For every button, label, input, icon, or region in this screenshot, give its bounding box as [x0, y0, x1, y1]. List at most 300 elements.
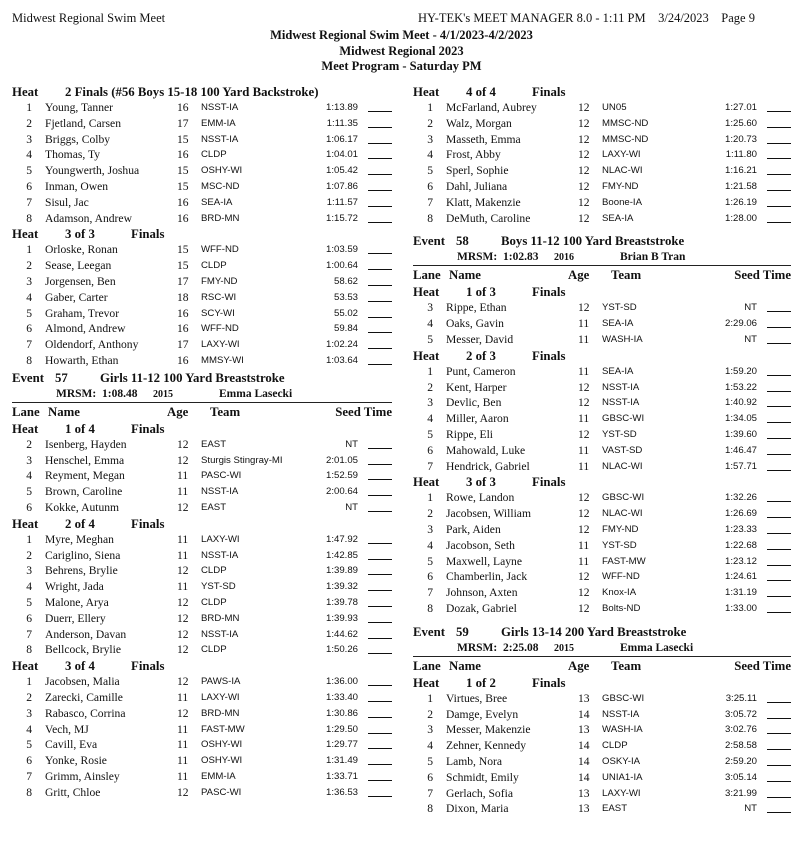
heat-header [12, 658, 392, 674]
lane-number: 1 [427, 364, 433, 378]
team-code: FMY-ND [602, 523, 639, 535]
lane-number: 7 [26, 769, 32, 783]
finals-word: Finals [131, 227, 165, 242]
swimmer-name: Miller, Aaron [446, 412, 509, 426]
entry-row [12, 290, 392, 306]
program-title: Meet Program - Saturday PM [321, 59, 482, 73]
lane-number: 5 [427, 332, 433, 346]
heat-label: 2 of 3 [466, 348, 496, 363]
result-blank[interactable] [368, 448, 392, 449]
entry-row [413, 569, 791, 585]
entry-row [12, 627, 392, 643]
result-blank[interactable] [368, 332, 392, 333]
seed-time: 1:16.21 [724, 165, 757, 177]
swimmer-age: 12 [578, 491, 590, 505]
result-blank[interactable] [767, 111, 791, 112]
heat-word: Heat [413, 85, 440, 99]
swimmer-age: 12 [578, 380, 590, 394]
team-code: NSST-IA [201, 549, 239, 561]
seed-time: 2:01.05 [325, 454, 358, 466]
result-blank[interactable] [368, 606, 392, 607]
result-blank[interactable] [368, 685, 392, 686]
team-code: Boone-IA [602, 196, 643, 208]
result-blank[interactable] [368, 174, 392, 175]
finals-word: Finals [131, 421, 165, 436]
seed-time: 1:05.42 [325, 165, 358, 177]
entry-row [12, 353, 392, 369]
result-blank[interactable] [368, 717, 392, 718]
team-code: OSKY-IA [602, 755, 641, 767]
result-blank[interactable] [767, 470, 791, 471]
result-blank[interactable] [767, 375, 791, 376]
swimmer-age: 14 [578, 754, 590, 768]
lane-number: 3 [26, 453, 32, 467]
swimmer-age: 12 [177, 453, 189, 467]
result-blank[interactable] [368, 733, 392, 734]
result-blank[interactable] [767, 718, 791, 719]
entry-row [12, 100, 392, 116]
swimmer-age: 12 [578, 211, 590, 225]
entry-row [12, 147, 392, 163]
result-blank[interactable] [368, 559, 392, 560]
heat-label: 4 of 4 [466, 85, 496, 99]
team-code: GBSC-WI [602, 413, 645, 425]
lane-number: 7 [26, 338, 32, 352]
result-blank[interactable] [368, 301, 392, 302]
col-lane: Lane [12, 404, 40, 419]
swimmer-name: Brown, Caroline [45, 485, 123, 499]
result-blank[interactable] [767, 812, 791, 813]
swimmer-age: 11 [578, 443, 590, 457]
entry-row [12, 453, 392, 469]
team-code: CLDP [201, 149, 227, 161]
result-blank[interactable] [767, 565, 791, 566]
result-blank[interactable] [368, 158, 392, 159]
swimmer-age: 15 [177, 132, 189, 146]
result-blank[interactable] [368, 653, 392, 654]
lane-number: 7 [427, 786, 433, 800]
entry-row [12, 674, 392, 690]
team-code: EMM-IA [201, 770, 236, 782]
swimmer-age: 18 [177, 290, 189, 304]
swimmer-name: Messer, David [446, 332, 514, 346]
team-code: RSC-WI [201, 291, 237, 303]
heat-label: 2 of 4 [65, 516, 95, 531]
heat-header [12, 84, 392, 100]
lane-number: 3 [26, 274, 32, 288]
heat-word: Heat [12, 85, 39, 99]
team-code: YST-SD [602, 539, 637, 551]
seed-time: 2:59.20 [724, 755, 757, 767]
lane-number: 4 [26, 722, 32, 736]
result-blank[interactable] [767, 327, 791, 328]
entry-row [12, 163, 392, 179]
seed-time: 1:47.92 [325, 533, 358, 545]
entry-row [413, 300, 791, 316]
result-blank[interactable] [767, 343, 791, 344]
meet-title-dates: Midwest Regional Swim Meet - 4/1/2023-4/2/2023 [270, 28, 533, 42]
heat-word: Heat [12, 659, 39, 674]
heat-word: Heat [413, 675, 440, 690]
swimmer-age: 11 [177, 485, 189, 499]
swimmer-age: 16 [177, 195, 189, 209]
team-code: NSST-IA [201, 102, 239, 113]
swimmer-age: 12 [578, 132, 590, 146]
result-blank[interactable] [368, 222, 392, 223]
result-blank[interactable] [767, 406, 791, 407]
team-code: CLDP [201, 644, 227, 656]
swimmer-age: 12 [177, 564, 189, 578]
col-age: Age [568, 268, 590, 283]
swimmer-name: Gritt, Chloe [45, 785, 101, 799]
lane-number: 5 [26, 306, 32, 320]
lane-number: 7 [427, 195, 433, 209]
result-blank[interactable] [767, 190, 791, 191]
record-holder: Brian B Tran [620, 251, 686, 264]
team-code: WASH-IA [602, 333, 643, 345]
team-code: GBSC-WI [602, 692, 645, 704]
swimmer-name: Klatt, Makenzie [446, 195, 521, 209]
event-header [413, 623, 791, 641]
result-blank[interactable] [368, 590, 392, 591]
result-blank[interactable] [368, 511, 392, 512]
seed-time: 1:06.17 [325, 133, 358, 145]
team-code: LAXY-WI [602, 787, 641, 799]
swimmer-age: 13 [578, 691, 590, 705]
team-code: MMSY-WI [201, 354, 244, 366]
seed-time: NT [345, 438, 358, 450]
entry-row [12, 179, 392, 195]
result-blank[interactable] [368, 143, 392, 144]
result-blank[interactable] [767, 781, 791, 782]
heat-header [12, 226, 392, 242]
heat-word: Heat [12, 227, 39, 242]
entry-row [413, 316, 791, 332]
team-code: YST-SD [201, 581, 236, 593]
swimmer-age: 12 [177, 437, 189, 451]
entry-row [12, 132, 392, 148]
seed-time: 3:25.11 [725, 692, 757, 704]
seed-time: 1:52.59 [325, 470, 358, 482]
result-blank[interactable] [368, 253, 392, 254]
seed-time: 2:29.06 [724, 318, 757, 330]
event-header [413, 232, 791, 250]
swimmer-age: 11 [578, 364, 590, 378]
result-blank[interactable] [368, 364, 392, 365]
team-code: FMY-ND [602, 180, 639, 192]
seed-time: 1:36.53 [325, 786, 358, 798]
result-blank[interactable] [767, 517, 791, 518]
entry-row [12, 642, 392, 658]
col-team: Team [611, 658, 642, 673]
result-blank[interactable] [368, 317, 392, 318]
team-code: YST-SD [602, 302, 637, 314]
swimmer-name: Inman, Owen [45, 179, 109, 193]
result-blank[interactable] [368, 764, 392, 765]
lane-number: 6 [427, 443, 433, 457]
left-column [12, 84, 392, 800]
result-blank[interactable] [767, 206, 791, 207]
team-code: GBSC-WI [602, 492, 645, 504]
entry-row [12, 484, 392, 500]
meet-record [413, 250, 791, 266]
entry-row [413, 380, 791, 396]
result-blank[interactable] [767, 438, 791, 439]
entry-row [12, 785, 392, 801]
result-blank[interactable] [767, 454, 791, 455]
result-blank[interactable] [368, 285, 392, 286]
swimmer-age: 11 [177, 722, 189, 736]
team-code: SCY-WI [201, 307, 235, 319]
result-blank[interactable] [368, 190, 392, 191]
result-blank[interactable] [767, 143, 791, 144]
swimmer-age: 11 [177, 738, 189, 752]
seed-time: 1:39.32 [325, 581, 358, 593]
swimmer-name: Oldendorf, Anthony [45, 338, 139, 352]
swimmer-age: 12 [177, 595, 189, 609]
swimmer-name: Maxwell, Layne [446, 554, 522, 568]
lane-number: 5 [427, 427, 433, 441]
lane-number: 4 [26, 580, 32, 594]
swimmer-age: 16 [177, 101, 189, 114]
team-code: WASH-IA [602, 724, 643, 736]
swimmer-name: Mahowald, Luke [446, 443, 526, 457]
result-blank[interactable] [368, 796, 392, 797]
lane-number: 4 [427, 739, 433, 753]
heat-header [12, 421, 392, 437]
result-blank[interactable] [767, 501, 791, 502]
team-code: EAST [201, 501, 227, 513]
result-blank[interactable] [368, 127, 392, 128]
swimmer-name: Jacobsen, Malia [45, 675, 120, 689]
swimmer-name: Sisul, Jac [45, 195, 89, 209]
swimmer-name: Park, Aiden [446, 522, 501, 536]
seed-time: 1:28.00 [724, 212, 757, 224]
swimmer-age: 16 [177, 306, 189, 320]
swimmer-name: DeMuth, Caroline [446, 211, 531, 225]
entry-row [12, 242, 392, 258]
entry-row [413, 601, 791, 617]
lane-number: 1 [427, 101, 433, 114]
seed-time: 1:04.01 [325, 149, 358, 161]
swimmer-age: 12 [578, 101, 590, 114]
swimmer-name: Virtues, Bree [446, 691, 508, 705]
swimmer-age: 16 [177, 353, 189, 367]
result-blank[interactable] [767, 749, 791, 750]
result-blank[interactable] [368, 495, 392, 496]
swimmer-age: 11 [177, 769, 189, 783]
entry-row [12, 532, 392, 548]
seed-time: 3:05.72 [724, 708, 757, 720]
lane-number: 2 [427, 507, 433, 521]
swimmer-age: 12 [177, 675, 189, 689]
result-blank[interactable] [368, 638, 392, 639]
swimmer-name: Zarecki, Camille [45, 690, 123, 704]
swimmer-age: 15 [177, 179, 189, 193]
result-blank[interactable] [767, 158, 791, 159]
lane-number: 5 [26, 164, 32, 178]
team-code: Knox-IA [602, 587, 637, 599]
swimmer-age: 11 [578, 538, 590, 552]
swimmer-age: 12 [578, 427, 590, 441]
seed-time: 1:33.40 [325, 691, 358, 703]
finals-word: Finals [532, 348, 566, 363]
team-code: YST-SD [602, 428, 637, 440]
lane-number: 8 [26, 643, 32, 657]
result-blank[interactable] [767, 127, 791, 128]
team-code: EAST [602, 803, 628, 815]
team-code: LAXY-WI [201, 339, 240, 351]
heat-word: Heat [413, 475, 440, 490]
team-code: BRD-MN [201, 707, 240, 719]
seed-time: 2:58.58 [724, 740, 757, 752]
lane-number: 2 [427, 116, 433, 130]
result-blank[interactable] [767, 596, 791, 597]
page-header [0, 0, 803, 90]
result-blank[interactable] [368, 348, 392, 349]
heat-label: 1 of 2 [466, 675, 496, 690]
entry-row [12, 195, 392, 211]
swimmer-age: 12 [578, 179, 590, 193]
seed-time: 1:39.60 [724, 428, 757, 440]
team-code: NSST-IA [201, 628, 239, 640]
swimmer-age: 12 [177, 785, 189, 799]
seed-time: 1:39.89 [325, 565, 358, 577]
team-code: EMM-IA [201, 117, 236, 129]
result-blank[interactable] [767, 702, 791, 703]
swimmer-age: 17 [177, 116, 189, 130]
lane-number: 2 [427, 707, 433, 721]
swimmer-age: 12 [177, 627, 189, 641]
finals-word: Finals [532, 285, 566, 300]
lane-number: 8 [427, 802, 433, 816]
lane-number: 6 [427, 179, 433, 193]
entry-row [413, 179, 791, 195]
result-blank[interactable] [368, 464, 392, 465]
seed-time: 1:44.62 [325, 628, 358, 640]
lane-number: 6 [26, 322, 32, 336]
swimmer-name: Youngwerth, Joshua [45, 164, 140, 178]
result-blank[interactable] [767, 311, 791, 312]
lane-number: 2 [427, 380, 433, 394]
seed-time: 1:24.61 [724, 571, 757, 583]
result-blank[interactable] [767, 797, 791, 798]
seed-time: 1:50.26 [325, 644, 358, 656]
result-blank[interactable] [767, 733, 791, 734]
lane-number: 4 [26, 290, 32, 304]
entry-row [12, 321, 392, 337]
heat-label: 1 of 3 [466, 285, 496, 300]
result-blank[interactable] [368, 780, 392, 781]
seed-time: 1:00.64 [325, 260, 358, 272]
record-holder: Emma Lasecki [620, 641, 694, 654]
result-blank[interactable] [368, 622, 392, 623]
lane-number: 6 [26, 179, 32, 193]
swimmer-name: Isenberg, Hayden [45, 437, 127, 451]
lane-number: 6 [26, 754, 32, 768]
lane-number: 5 [26, 595, 32, 609]
result-blank[interactable] [767, 533, 791, 534]
column-headers [12, 403, 392, 421]
swimmer-name: Vech, MJ [45, 722, 89, 736]
team-code: OSHY-WI [201, 739, 243, 751]
result-blank[interactable] [368, 269, 392, 270]
heat-header [413, 84, 791, 100]
result-blank[interactable] [368, 479, 392, 480]
swimmer-name: Devlic, Ben [446, 396, 502, 410]
swimmer-name: Jorgensen, Ben [45, 274, 116, 288]
record-time: 2:25.08 [503, 641, 539, 654]
swimmer-name: Damge, Evelyn [446, 707, 519, 721]
swimmer-age: 17 [177, 274, 189, 288]
swimmer-name: Young, Tanner [45, 101, 114, 114]
result-blank[interactable] [767, 612, 791, 613]
seed-time: 3:21.99 [724, 787, 757, 799]
swimmer-name: Kent, Harper [446, 380, 507, 394]
entry-row [413, 691, 791, 707]
result-blank[interactable] [368, 701, 392, 702]
lane-number: 3 [427, 132, 433, 146]
swimmer-age: 14 [578, 739, 590, 753]
swimmer-age: 15 [177, 259, 189, 273]
seed-time: 1:11.80 [725, 149, 757, 161]
result-blank[interactable] [767, 549, 791, 550]
result-blank[interactable] [767, 174, 791, 175]
swimmer-name: Jacobson, Seth [446, 538, 515, 552]
col-name: Name [449, 268, 481, 283]
swimmer-name: Henschel, Emma [45, 453, 125, 467]
entry-row [413, 490, 791, 506]
team-code: BRD-MN [201, 212, 240, 224]
team-code: LAXY-WI [201, 533, 240, 545]
result-blank[interactable] [368, 206, 392, 207]
result-blank[interactable] [767, 580, 791, 581]
event-title: Girls 13-14 200 Yard Breaststroke [501, 624, 687, 639]
lane-number: 3 [427, 723, 433, 737]
seed-time: 1:26.19 [724, 196, 757, 208]
lane-number: 3 [26, 132, 32, 146]
team-code: NLAC-WI [602, 165, 643, 177]
entry-row [12, 548, 392, 564]
result-blank[interactable] [368, 543, 392, 544]
team-code: WFF-ND [201, 244, 239, 256]
seed-time: 3:02.76 [724, 724, 757, 736]
seed-time: 1:40.92 [724, 397, 757, 409]
result-blank[interactable] [767, 391, 791, 392]
swimmer-name: Hendrick, Gabriel [446, 459, 530, 473]
entry-row [12, 611, 392, 627]
result-blank[interactable] [368, 748, 392, 749]
swimmer-name: Myre, Meghan [45, 532, 114, 546]
entry-row [12, 753, 392, 769]
result-blank[interactable] [767, 422, 791, 423]
result-blank[interactable] [767, 765, 791, 766]
record-time: 1:08.48 [102, 387, 138, 400]
entry-row [413, 147, 791, 163]
seed-time: 1:34.05 [724, 413, 757, 425]
team-code: EAST [201, 438, 227, 450]
lane-number: 6 [26, 500, 32, 514]
swimmer-name: Lamb, Nora [446, 754, 503, 768]
result-blank[interactable] [767, 222, 791, 223]
result-blank[interactable] [368, 574, 392, 575]
lane-number: 8 [26, 353, 32, 367]
swimmer-name: Yonke, Rosie [45, 754, 107, 768]
result-blank[interactable] [368, 111, 392, 112]
entry-row [413, 364, 791, 380]
record-year: 2016 [554, 252, 574, 264]
col-seed: Seed Time [734, 658, 791, 673]
